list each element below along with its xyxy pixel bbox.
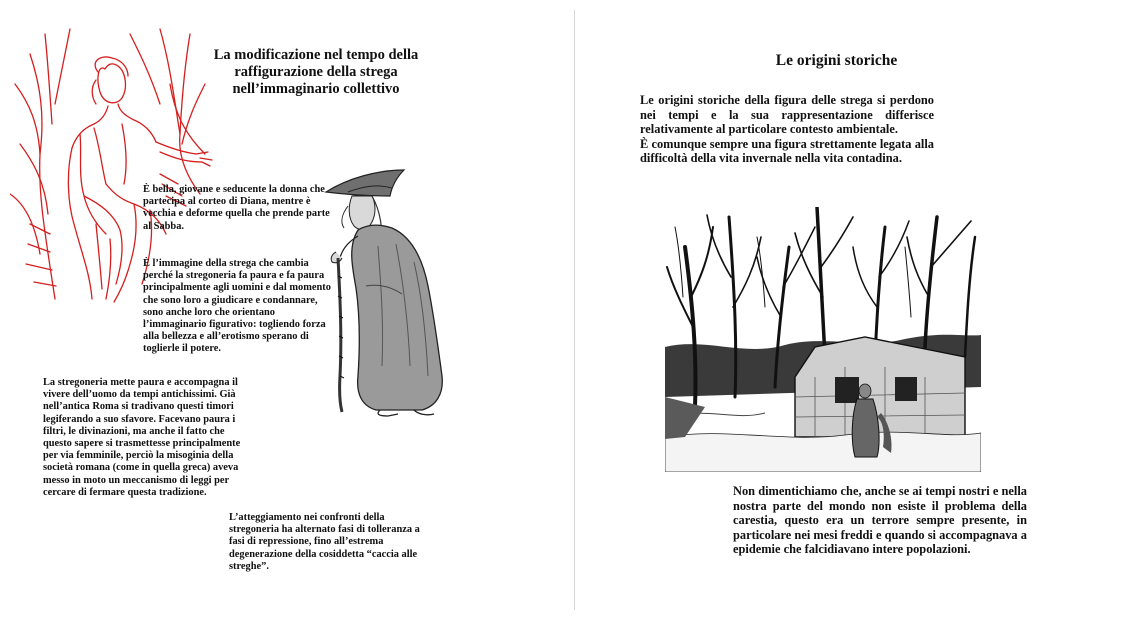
paragraph-origins-1: Le origini storiche della figura delle strega si perdono nei tempi e la sua rappresentazione differisce relativamente al particolare contesto ambientale.	[640, 93, 934, 137]
paragraph-diana: È bella, giovane e seducente la donna che partecipa al corteo di Diana, mentre è vecchia e deforme quella che prende parte al Sabba.	[143, 184, 330, 232]
paragraph-origins	[640, 93, 934, 166]
left-page-title: La modificazione nel tempo della raffigurazione della strega nell’immaginario collettivo	[213, 47, 419, 97]
old-witch-illustration	[318, 166, 458, 418]
paragraph-witch-hunt: L’atteggiamento nei confronti della stregoneria ha alternato fasi di tolleranza a fasi di repressione, fino all’estrema degenerazione della cosiddetta “caccia alle streghe”.	[229, 512, 420, 572]
winter-landscape-illustration	[665, 207, 981, 472]
paragraph-origins-2: È comunque sempre una figura strettamente legata alla difficoltà della vita invernale nella vita contadina.	[640, 136, 934, 166]
paragraph-image-changes: È l’immagine della strega che cambia perché la stregoneria fa paura e fa paura principalmente agli uomini e dal momento che sono loro a giudicare e condannare, sono anche loro che orientano l’immaginario figurativo: togliendo forza alla bellezza e all’erotismo sperano di toglierle il potere.	[143, 258, 331, 355]
paragraph-famine: Non dimentichiamo che, anche se ai tempi nostri e nella nostra parte del mondo non esiste il problema della carestia, questo era un terrore sempre presente, in particolare nei mesi freddi e quando si accompagnava a epidemie che falcidiavano intere popolazioni.	[733, 484, 1027, 557]
right-page-title: Le origini storiche	[775, 52, 898, 69]
paragraph-ancient-rome: La stregoneria mette paura e accompagna il vivere dell’uomo da tempi antichissimi. Già nell’antica Roma si tradivano questi timori legiferando a suo sfavore. Facevano paura i filtri, le divinazioni, ma anche il fatto che questo sapere si trasmettesse principalmente per via femminile, perciò la misoginia della società romana (come in quella greca) aveva messo in moto un meccanismo di leggi per cercare di fermare questa tradizione.	[43, 377, 241, 498]
right-page	[575, 0, 1128, 623]
